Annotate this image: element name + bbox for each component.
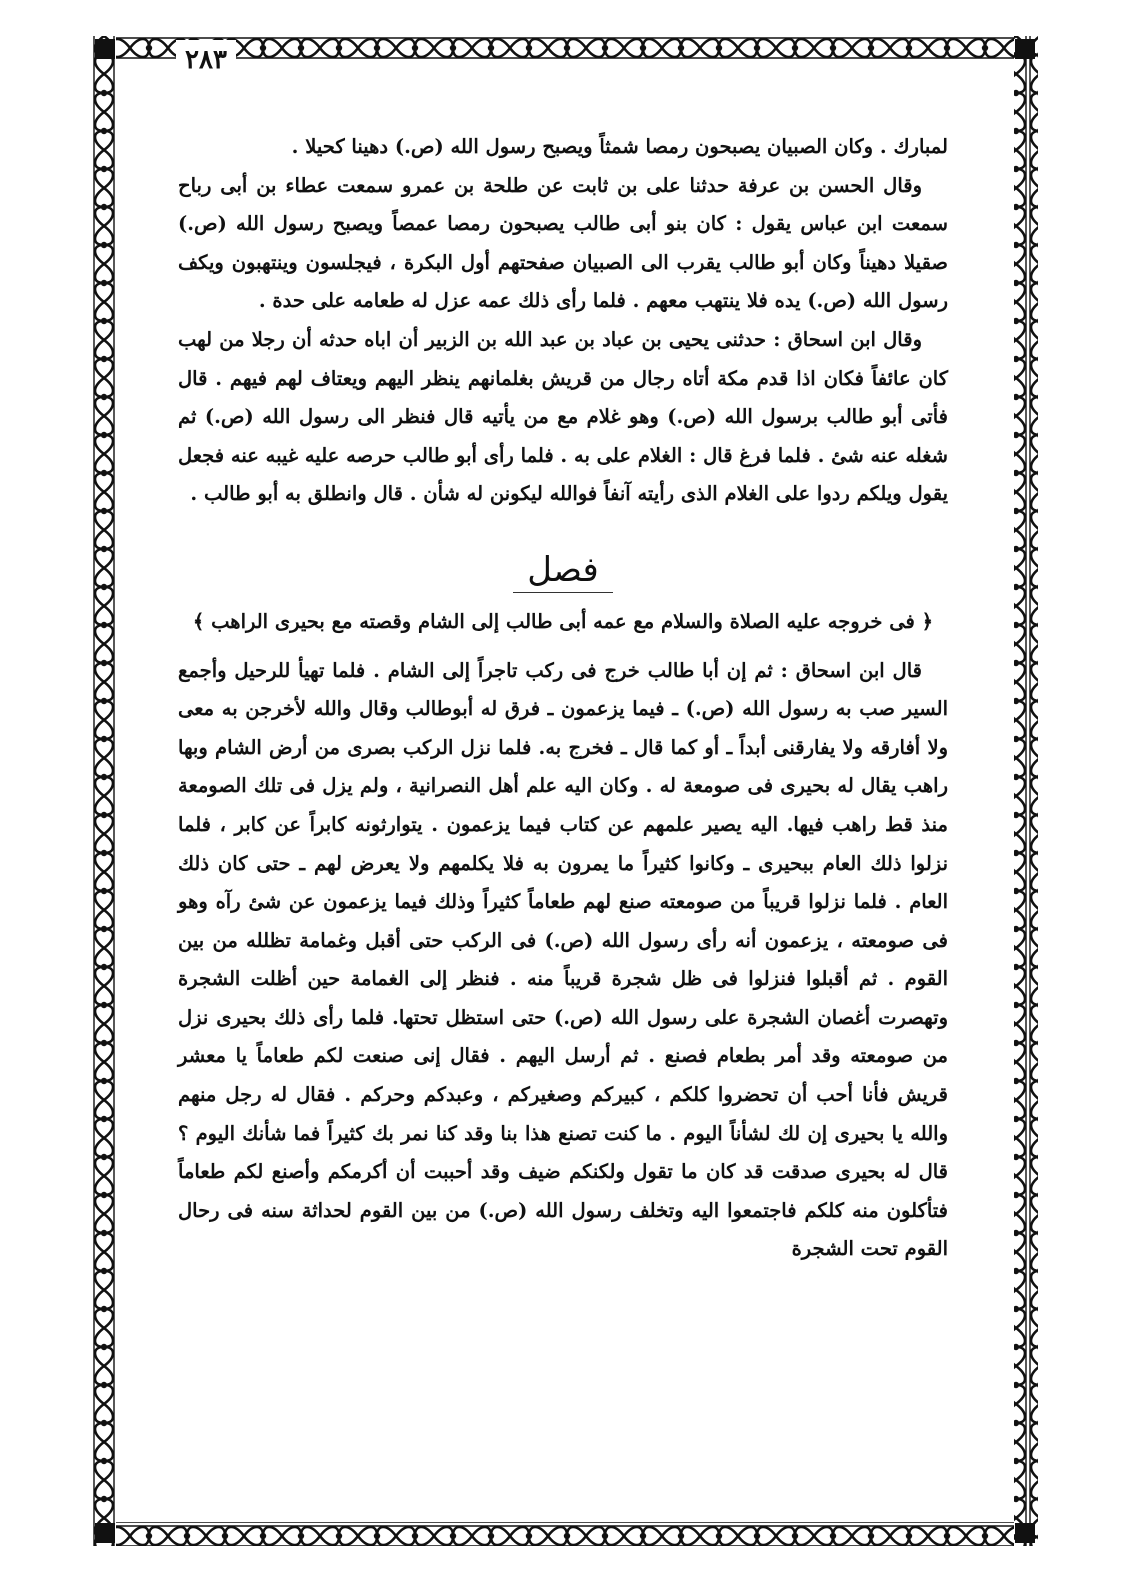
paragraph: وقال ابن اسحاق : حدثنى يحيى بن عباد بن عبد الله بن الزبير أن اباه حدثه أن رجلا من لهب كان عائفاً فكان اذا قدم مكة أتاه رجال من قريش بغلمانهم ينظر اليهم ويعتاف لهم فيهم . قال فأتى أبو طالب برسول الله (ص.) وهو غلام مع من يأتيه قال فنظر الى رسول الله (ص.) ثم شغله عنه شئ . فلما فرغ قال : الغلام على به . فلما رأى أبو طالب حرصه عليه غيبه عنه فجعل يقول ويلكم ردوا على الغلام الذى رأيته آنفاً فوالله ليكونن له شأن . قال وانطلق به أبو طالب .	[178, 327, 948, 506]
section-heading-text: فصل	[513, 548, 613, 593]
section-heading	[178, 548, 948, 593]
page-number: ٢٨٣	[176, 40, 236, 80]
paragraph: قال ابن اسحاق : ثم إن أبا طالب خرج فى ركب تاجراً إلى الشام . فلما تهيأ للرحيل وأجمع السير صب به رسول الله (ص.) ـ فيما يزعمون ـ فرق له أبوطالب وقال والله لأخرجن به معى ولا أفارقه ولا يفارقنى أبداً ـ أو كما قال ـ فخرج به. فلما نزل الركب بصرى من أرض الشام وبها راهب يقال له بحيرى فى صومعة له . وكان اليه علم أهل النصرانية ، ولم يزل فى تلك الصومعة منذ قط راهب فيها. اليه يصير علمهم عن كتاب فيما يزعمون . يتوارثونه كابراً عن كابر ، فلما نزلوا ذلك العام ببحيرى ـ وكانوا كثيراً ما يمرون به فلا يكلمهم ولا يعرض لهم ـ حتى كان ذلك العام . فلما نزلوا قريباً من صومعته صنع لهم طعاماً كثيراً وذلك فيما يزعمون عن شئ رآه وهو فى صومعته ، يزعمون أنه رأى رسول الله (ص.) فى الركب حتى أقبل وغمامة تظلله من بين القوم . ثم أقبلوا فنزلوا فى ظل شجرة قريباً منه . فنظر إلى الغمامة حين أظلت الشجرة وتهصرت أغصان الشجرة على رسول الله (ص.) حتى استظل تحتها. فلما رأى ذلك بحيرى نزل من صومعته وقد أمر بطعام فصنع . ثم أرسل اليهم . فقال إنى صنعت لكم طعاماً يا معشر قريش فأنا أحب أن تحضروا كلكم ، كبيركم وصغيركم ، وعبدكم وحركم . فقال له رجل منهم والله يا بحيرى إن لك لشأناً اليوم . ما كنت تصنع هذا بنا وقد كنا نمر بك كثيراً فما شأنك اليوم ؟ قال له بحيرى صدقت قد كان ما تقول ولكنكم ضيف وقد أحببت أن أكرمكم وأصنع لكم طعاماً فتأكلون منه كلكم فاجتمعوا اليه وتخلف رسول الله (ص.) من بين القوم لحداثة سنه فى رحال القوم تحت الشجرة	[178, 658, 948, 1261]
page-body	[178, 128, 948, 1269]
paragraph: لمبارك . وكان الصبيان يصبحون رمصا شمثاً ويصبح رسول الله (ص.) دهينا كحيلا .	[291, 135, 948, 158]
chapter-title: ﴿ فى خروجه عليه الصلاة والسلام مع عمه أبى طالب إلى الشام وقصته مع بحيرى الراهب ﴾	[192, 609, 934, 633]
paragraph: وقال الحسن بن عرفة حدثنا على بن ثابت عن طلحة بن عمرو سمعت عطاء بن أبى رباح سمعت ابن عباس يقول : كان بنو أبى طالب يصبحون رمصا عمصاً ويصبح رسول الله (ص.) صقيلا دهيناً وكان أبو طالب يقرب الى الصبيان صفحتهم أول البكرة ، فيجلسون وينتهبون ويكف رسول الله (ص.) يده فلا ينتهب معهم . فلما رأى ذلك عمه عزل له طعامه على حدة .	[178, 173, 948, 313]
